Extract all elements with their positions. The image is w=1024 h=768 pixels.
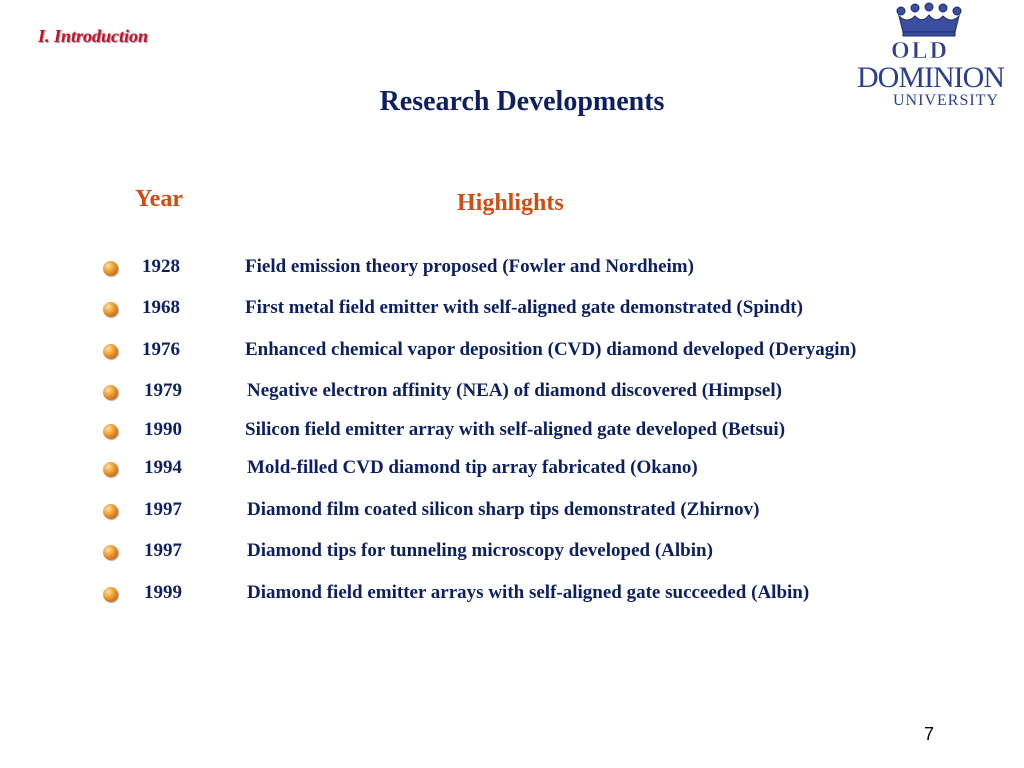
timeline-row [0, 582, 1024, 608]
row-text: Mold-filled CVD diamond tip array fabricated (Okano) [247, 457, 698, 478]
logo-university: UNIVERSITY [893, 92, 999, 109]
page-number: 7 [924, 724, 935, 744]
row-year: 1928 [142, 256, 180, 277]
row-year: 1997 [144, 499, 182, 520]
row-text: Silicon field emitter array with self-aligned gate developed (Betsui) [245, 419, 786, 440]
slide-title: Research Developments [379, 86, 665, 117]
row-text: Diamond tips for tunneling microscopy developed (Albin) [247, 540, 713, 561]
bullet-icon [103, 504, 118, 519]
logo-old: OLD [891, 38, 950, 64]
timeline-row [0, 499, 1024, 525]
timeline-row [0, 380, 1024, 406]
row-text: Diamond field emitter arrays with self-aligned gate succeeded (Albin) [247, 582, 810, 603]
highlights-column-header: Highlights [457, 190, 564, 216]
section-label: I. Introduction [38, 26, 149, 46]
row-text: Field emission theory proposed (Fowler and Nordheim) [245, 256, 694, 277]
bullet-icon [103, 302, 118, 317]
timeline-row [0, 339, 1024, 365]
row-text: Enhanced chemical vapor deposition (CVD) diamond developed (Deryagin) [245, 339, 857, 360]
row-year: 1997 [144, 540, 182, 561]
row-year: 1968 [142, 297, 180, 318]
row-year: 1994 [144, 457, 182, 478]
university-logo [855, 2, 1017, 112]
row-year: 1990 [144, 419, 182, 440]
timeline-row [0, 540, 1024, 566]
timeline-row [0, 297, 1024, 323]
bullet-icon [103, 344, 118, 359]
bullet-icon [103, 545, 118, 560]
row-year: 1979 [144, 380, 182, 401]
logo-dominion: DOMINION [857, 61, 1004, 94]
crown-icon [897, 3, 961, 36]
bullet-icon [103, 462, 118, 477]
bullet-icon [103, 261, 118, 276]
timeline-row [0, 419, 1024, 445]
timeline-row [0, 256, 1024, 282]
year-column-header: Year [135, 186, 183, 212]
bullet-icon [103, 385, 118, 400]
bullet-icon [103, 424, 118, 439]
row-text: Negative electron affinity (NEA) of diamond discovered (Himpsel) [247, 380, 782, 401]
row-year: 1999 [144, 582, 182, 603]
bullet-icon [103, 587, 118, 602]
row-text: First metal field emitter with self-aligned gate demonstrated (Spindt) [245, 297, 803, 318]
row-year: 1976 [142, 339, 180, 360]
row-text: Diamond film coated silicon sharp tips demonstrated (Zhirnov) [247, 499, 760, 520]
timeline-row [0, 457, 1024, 483]
